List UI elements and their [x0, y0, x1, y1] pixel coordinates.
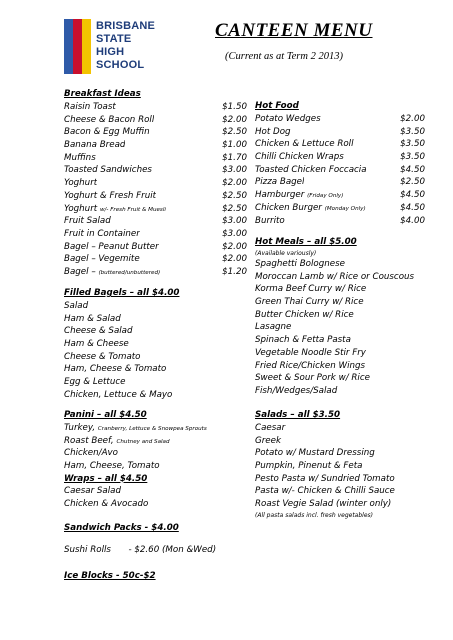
menu-item: Ham, Cheese & Tomato	[64, 364, 167, 375]
menu-item-name-wrap	[64, 241, 159, 254]
menu-item-name-wrap	[64, 435, 170, 448]
menu-item-note: (Monday Only)	[324, 205, 366, 212]
menu-item-name: Raisin Toast	[64, 102, 116, 112]
menu-item-name-wrap	[64, 126, 150, 139]
salads-heading: Salads – all $3.50	[255, 410, 341, 420]
menu-item-name: Burrito	[255, 215, 285, 226]
menu-item-name: Pizza Bagel	[255, 177, 305, 188]
menu-item-row	[64, 266, 247, 279]
menu-item: Caesar	[255, 423, 286, 433]
menu-item-name-wrap	[64, 253, 140, 266]
menu-item: Ham & Cheese	[64, 339, 129, 350]
menu-item-price: $2.00	[222, 254, 247, 265]
breakfast-section	[64, 88, 247, 279]
salads-list	[255, 422, 425, 511]
menu-item: Roast Vegie Salad (winter only)	[255, 499, 392, 510]
menu-item-name: Hot Dog	[255, 126, 291, 137]
menu-item: Ham & Salad	[64, 313, 121, 324]
menu-item-price: $4.50	[400, 164, 425, 175]
menu-item-row	[64, 177, 247, 190]
menu-item: Pumpkin, Pinenut & Feta	[255, 461, 363, 472]
menu-item-row	[255, 113, 425, 126]
menu-item: Fried Rice/Chicken Wings	[255, 360, 366, 371]
menu-item-row	[64, 422, 247, 435]
logo-line-2: STATE	[96, 33, 132, 45]
menu-item-price: $2.50	[222, 190, 247, 201]
menu-item-name: Fruit in Container	[64, 228, 140, 239]
menu-item-price: $2.50	[222, 203, 247, 214]
menu-item-name: Potato Wedges	[255, 114, 321, 124]
breakfast-heading: Breakfast Ideas	[64, 89, 141, 99]
menu-item-row	[64, 241, 247, 254]
menu-item-row	[64, 203, 247, 216]
menu-item-name-wrap	[64, 164, 152, 177]
menu-item-price: $3.50	[400, 139, 425, 150]
menu-item-name-wrap	[255, 189, 343, 202]
hot-meals-note: (Available variously)	[255, 250, 317, 257]
menu-item-price: $3.50	[400, 126, 425, 137]
menu-item-price: $2.00	[400, 114, 425, 124]
menu-item-name: Bagel –	[64, 266, 96, 277]
menu-item-name-wrap	[64, 114, 154, 127]
hot-food-heading: Hot Food	[255, 101, 299, 111]
menu-item-note: (Friday Only)	[307, 193, 344, 200]
hot-food-list	[255, 113, 425, 227]
salads-section	[255, 409, 425, 520]
menu-item-price: $1.50	[222, 102, 247, 112]
menu-item-price: $4.50	[400, 202, 425, 213]
menu-item-name: Yoghurt & Fresh Fruit	[64, 190, 157, 201]
menu-item-name-wrap	[255, 126, 291, 139]
menu-item-row	[64, 435, 247, 448]
menu-item-name-wrap	[64, 215, 111, 228]
menu-item-name: Chicken & Lettuce Roll	[255, 139, 354, 150]
menu-item-name: Bacon & Egg Muffin	[64, 127, 150, 138]
bagels-section	[64, 287, 247, 402]
menu-item-row	[64, 190, 247, 203]
menu-item: Salad	[64, 301, 89, 311]
menu-item: Cheese & Salad	[64, 326, 133, 337]
menu-item-price: $2.50	[222, 127, 247, 138]
logo-stripe-yellow	[82, 19, 91, 74]
menu-item-row	[255, 164, 425, 177]
hot-meals-heading: Hot Meals – all $5.00	[255, 237, 357, 247]
menu-item-price: $3.00	[222, 228, 247, 239]
menu-item-row	[64, 447, 247, 460]
menu-item-name: Chicken/Avo	[64, 448, 118, 459]
menu-item-name-wrap	[64, 422, 207, 435]
menu-item-name: Bagel – Peanut Butter	[64, 241, 159, 252]
sushi-section	[64, 544, 247, 557]
logo-wordmark	[96, 20, 155, 72]
menu-item-name: Banana Bread	[64, 140, 126, 151]
menu-item-name-wrap	[255, 151, 344, 164]
menu-item-note: Cranberry, Lettuce & Snowpea Sprouts	[97, 426, 207, 432]
hot-meals-section	[255, 236, 425, 398]
menu-item: Pesto Pasta w/ Sundried Tomato	[255, 473, 395, 484]
menu-item-name: Fruit Salad	[64, 216, 111, 227]
logo-line-4: SCHOOL	[96, 59, 145, 71]
menu-item: Korma Beef Curry w/ Rice	[255, 284, 367, 295]
menu-item: Butter Chicken w/ Rice	[255, 309, 354, 320]
menu-item-row	[255, 176, 425, 189]
menu-item-name-wrap	[64, 203, 166, 216]
sandwich-packs-heading: Sandwich Packs - $4.00	[64, 523, 179, 533]
menu-item-row	[255, 151, 425, 164]
menu-item-price: $3.00	[222, 216, 247, 227]
menu-item-price: $2.00	[222, 178, 247, 189]
logo-stripe-red	[73, 19, 82, 74]
menu-item-price: $2.00	[222, 241, 247, 252]
menu-item-name-wrap	[255, 138, 354, 151]
menu-item-row	[64, 253, 247, 266]
menu-item: Caesar Salad	[64, 486, 122, 497]
menu-item-name-wrap	[64, 460, 160, 473]
ice-blocks-heading: Ice Blocks - 50c-$2	[64, 571, 156, 581]
menu-item: Lasagne	[255, 322, 292, 333]
menu-item: Cheese & Tomato	[64, 351, 141, 362]
menu-item-price: $2.50	[400, 177, 425, 188]
menu-item-price: $1.70	[222, 152, 247, 163]
menu-item-price: $2.00	[222, 114, 247, 125]
menu-item-row	[255, 202, 425, 215]
menu-item-price: $3.00	[222, 165, 247, 176]
menu-item-row	[64, 114, 247, 127]
menu-item-price: $1.00	[222, 140, 247, 151]
menu-item-name: Turkey,	[64, 423, 96, 433]
logo-line-3: HIGH	[96, 46, 125, 58]
menu-item-name-wrap	[64, 139, 125, 152]
menu-item-row	[255, 138, 425, 151]
menu-item-name: Roast Beef,	[64, 435, 114, 446]
menu-item: Sweet & Sour Pork w/ Rice	[255, 373, 370, 384]
menu-item-name: Bagel – Vegemite	[64, 254, 140, 265]
menu-item-row	[255, 189, 425, 202]
panini-list	[64, 422, 247, 473]
menu-item-name-wrap	[64, 101, 116, 114]
menu-item-name: Yoghurt	[64, 178, 98, 189]
menu-item-note: Chutney and Salad	[116, 438, 170, 445]
menu-item: Greek	[255, 435, 282, 446]
bagels-heading: Filled Bagels – all $4.00	[64, 288, 180, 298]
menu-item-name: Hamburger	[255, 190, 305, 201]
menu-item-row	[64, 152, 247, 165]
menu-item-name-wrap	[64, 266, 160, 279]
menu-item-name: Yoghurt	[64, 203, 98, 214]
menu-item: Spaghetti Bolognese	[255, 259, 345, 269]
ice-blocks-section	[64, 570, 247, 583]
sushi-detail: - $2.60 (Mon &Wed)	[128, 545, 217, 555]
menu-item-price: $4.50	[400, 190, 425, 201]
menu-item-name-wrap	[255, 176, 304, 189]
menu-item: Pasta w/- Chicken & Chilli Sauce	[255, 486, 395, 497]
menu-item-price: $1.20	[222, 266, 247, 277]
menu-item-name: Muffins	[64, 152, 96, 163]
menu-item-name: Chilli Chicken Wraps	[255, 152, 344, 163]
menu-item-row	[64, 228, 247, 241]
menu-item-name-wrap	[64, 190, 156, 203]
wraps-heading: Wraps – all $4.50	[64, 473, 148, 484]
menu-item-note: (buttered/unbuttered)	[98, 269, 161, 276]
menu-item: Egg & Lettuce	[64, 377, 126, 388]
sandwich-packs-section	[64, 522, 247, 535]
menu-item-row	[64, 126, 247, 139]
menu-item-name-wrap	[64, 447, 118, 460]
menu-item: Green Thai Curry w/ Rice	[255, 297, 364, 308]
menu-item-name-wrap	[255, 113, 321, 126]
menu-item-row	[255, 215, 425, 228]
menu-item-row	[64, 101, 247, 114]
menu-item-row	[64, 164, 247, 177]
sushi-row	[64, 544, 247, 557]
school-logo	[64, 19, 154, 74]
menu-item: Chicken, Lettuce & Mayo	[64, 389, 173, 400]
menu-item: Chicken & Avocado	[64, 499, 149, 510]
menu-item-name: Chicken Burger	[255, 202, 322, 213]
menu-item-row	[64, 460, 247, 473]
menu-item-note: w/- Fresh Fruit & Muesli	[99, 206, 166, 213]
menu-item-name-wrap	[64, 177, 97, 190]
menu-item-row	[255, 126, 425, 139]
menu-item-name-wrap	[255, 215, 285, 228]
menu-item-name: Cheese & Bacon Roll	[64, 114, 155, 125]
panini-section	[64, 409, 247, 511]
menu-item-row	[64, 139, 247, 152]
menu-item-name: Toasted Chicken Foccacia	[255, 164, 367, 175]
menu-item-price: $3.50	[400, 152, 425, 163]
menu-item: Vegetable Noodle Stir Fry	[255, 347, 366, 358]
bagels-list	[64, 300, 247, 402]
menu-item: Spinach & Fetta Pasta	[255, 335, 351, 346]
page-title: CANTEEN MENU	[215, 20, 373, 41]
menu-item-price: $4.00	[400, 215, 425, 226]
wraps-list	[64, 485, 247, 510]
menu-item: Moroccan Lamb w/ Rice or Couscous	[255, 271, 415, 282]
menu-item-name-wrap	[64, 228, 140, 241]
sushi-name: Sushi Rolls	[64, 545, 111, 555]
logo-line-1: BRISBANE	[96, 20, 156, 32]
salads-note: (All pasta salads incl. fresh vegetables)	[255, 511, 373, 519]
hot-meals-list	[255, 258, 425, 398]
menu-item-name-wrap	[255, 202, 366, 215]
menu-item-row	[64, 215, 247, 228]
hot-food-section	[255, 100, 425, 227]
menu-item-name: Toasted Sandwiches	[64, 165, 152, 176]
panini-heading: Panini – all $4.50	[64, 410, 147, 420]
breakfast-list	[64, 101, 247, 279]
menu-item: Potato w/ Mustard Dressing	[255, 448, 375, 459]
menu-item: Fish/Wedges/Salad	[255, 385, 338, 396]
menu-item-name-wrap	[64, 152, 96, 165]
page-subtitle: (Current as at Term 2 2013)	[225, 51, 343, 62]
logo-stripe-blue	[64, 19, 73, 74]
menu-item-name-wrap	[255, 164, 367, 177]
menu-item-name: Ham, Cheese, Tomato	[64, 461, 160, 472]
